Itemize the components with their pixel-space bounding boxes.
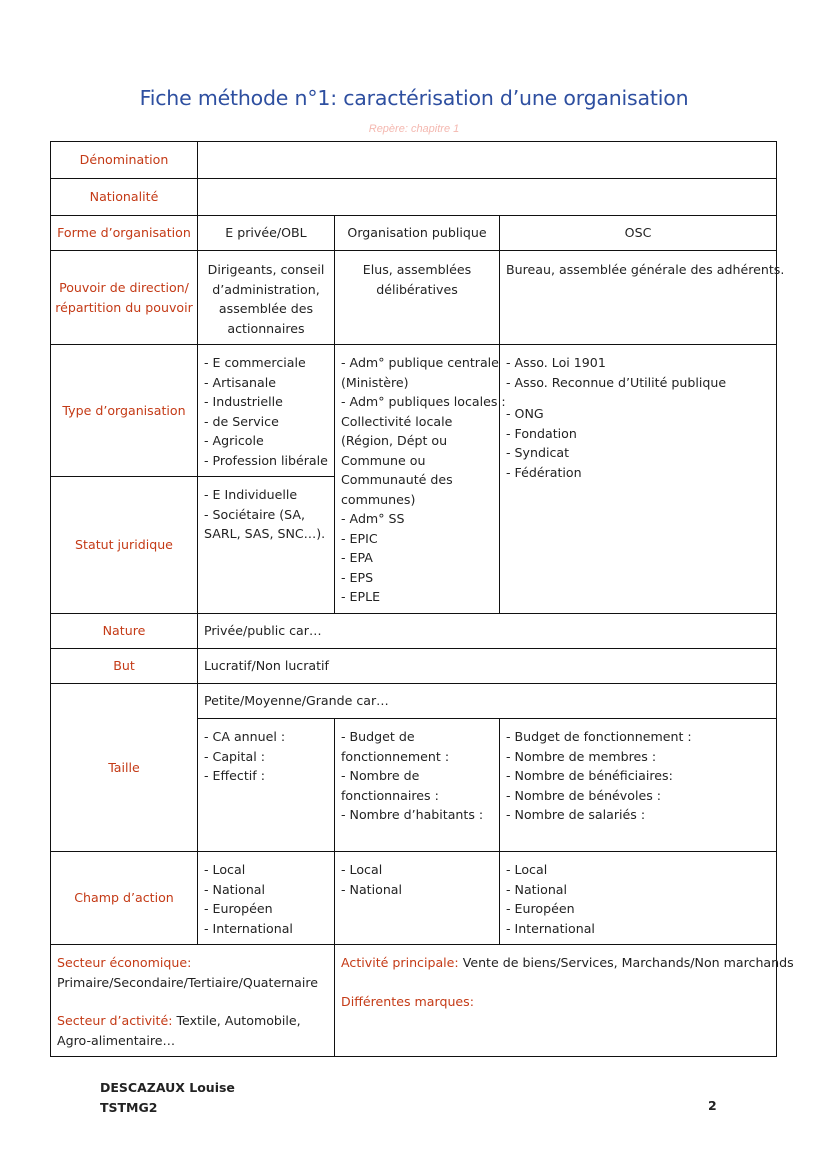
type-privee: - E commerciale - Artisanale - Industrielle - de Service - Agricole - Profession libérale <box>198 345 335 477</box>
forme-col-publique: Organisation publique <box>335 216 500 251</box>
activite-cell <box>335 945 794 1057</box>
page-number: 2 <box>708 1098 717 1113</box>
row-but <box>51 649 777 684</box>
secteur-eco-value: Primaire/Secondaire/Tertiaire/Quaternaire <box>57 974 319 990</box>
label-nature: Nature <box>51 614 198 649</box>
statut-privee: - E Individuelle - Sociétaire (SA, SARL, SAS, SNC…). <box>198 477 335 614</box>
row-nature <box>51 614 777 649</box>
but-value: Lucratif/Non lucratif <box>198 649 777 684</box>
taille-publique: - Budget de fonctionnement : - Nombre de fonctionnaires : - Nombre d’habitants : <box>335 719 500 852</box>
champ-publique: - Local - National <box>335 852 500 945</box>
page-title: Fiche méthode n°1: caractérisation d’une organisation <box>139 86 689 110</box>
footer-author <box>100 1078 235 1118</box>
row-secteur <box>51 945 777 1057</box>
label-pouvoir: Pouvoir de direction/ répartition du pouvoir <box>51 251 198 345</box>
organisation-table <box>50 141 794 1057</box>
denomination-value[interactable] <box>198 142 777 179</box>
label-denomination: Dénomination <box>51 142 198 179</box>
label-type: Type d’organisation <box>51 345 198 477</box>
forme-col-privee: E privée/OBL <box>198 216 335 251</box>
taille-osc: - Budget de fonctionnement : - Nombre de membres : - Nombre de bénéficiaires: - Nombre de bénévoles : - Nombre de salariés : <box>500 719 777 852</box>
secteur-act-label: Secteur d’activité: <box>57 1013 173 1028</box>
nature-value: Privée/public car… <box>198 614 777 649</box>
label-statut: Statut juridique <box>51 477 198 614</box>
secteur-eco-label: Secteur économique: <box>57 955 192 970</box>
row-forme <box>51 216 777 251</box>
type-statut-osc: - Asso. Loi 1901 - Asso. Reconnue d’Utilité publique - ONG - Fondation - Syndicat - Fédération <box>500 345 777 614</box>
footer-name: DESCAZAUX Louise <box>100 1080 235 1095</box>
type-statut-publique: - Adm° publique centrale (Ministère) - Adm° publiques locales : Collectivité locale (Région, Dépt ou Commune ou Communauté des communes) - Adm° SS - EPIC - EPA - EPS - EPLE <box>335 345 500 614</box>
pouvoir-osc: Bureau, assemblée générale des adhérents. <box>500 251 777 345</box>
marques-label: Différentes marques: <box>341 993 474 1009</box>
secteur-act-value2: Agro-alimentaire… <box>57 1032 176 1048</box>
taille-privee: - CA annuel : - Capital : - Effectif : <box>198 719 335 852</box>
row-taille-top <box>51 684 777 719</box>
activite-value: Vente de biens/Services, Marchands/Non marchands <box>458 955 794 970</box>
row-nationalite <box>51 179 777 216</box>
row-pouvoir <box>51 251 777 345</box>
label-champ: Champ d’action <box>51 852 198 945</box>
forme-col-osc: OSC <box>500 216 777 251</box>
secteur-act-value: Textile, Automobile, <box>172 1013 301 1028</box>
row-denomination <box>51 142 777 179</box>
champ-osc: - Local - National - Européen - International <box>500 852 777 945</box>
pouvoir-privee: Dirigeants, conseil d’administration, assemblée des actionnaires <box>198 251 335 345</box>
label-nationalite: Nationalité <box>51 179 198 216</box>
secteur-cell <box>51 945 335 1057</box>
page-subtitle: Repère: chapitre 1 <box>368 123 460 135</box>
row-champ <box>51 852 777 945</box>
champ-privee: - Local - National - Européen - International <box>198 852 335 945</box>
taille-top-value: Petite/Moyenne/Grande car… <box>198 684 777 719</box>
label-but: But <box>51 649 198 684</box>
pouvoir-publique: Elus, assemblées délibératives <box>335 251 500 345</box>
activite-label: Activité principale: <box>341 955 459 970</box>
label-forme: Forme d’organisation <box>51 216 198 251</box>
nationalite-value[interactable] <box>198 179 777 216</box>
row-type <box>51 345 777 477</box>
footer-class: TSTMG2 <box>100 1100 158 1115</box>
label-taille: Taille <box>51 684 198 852</box>
